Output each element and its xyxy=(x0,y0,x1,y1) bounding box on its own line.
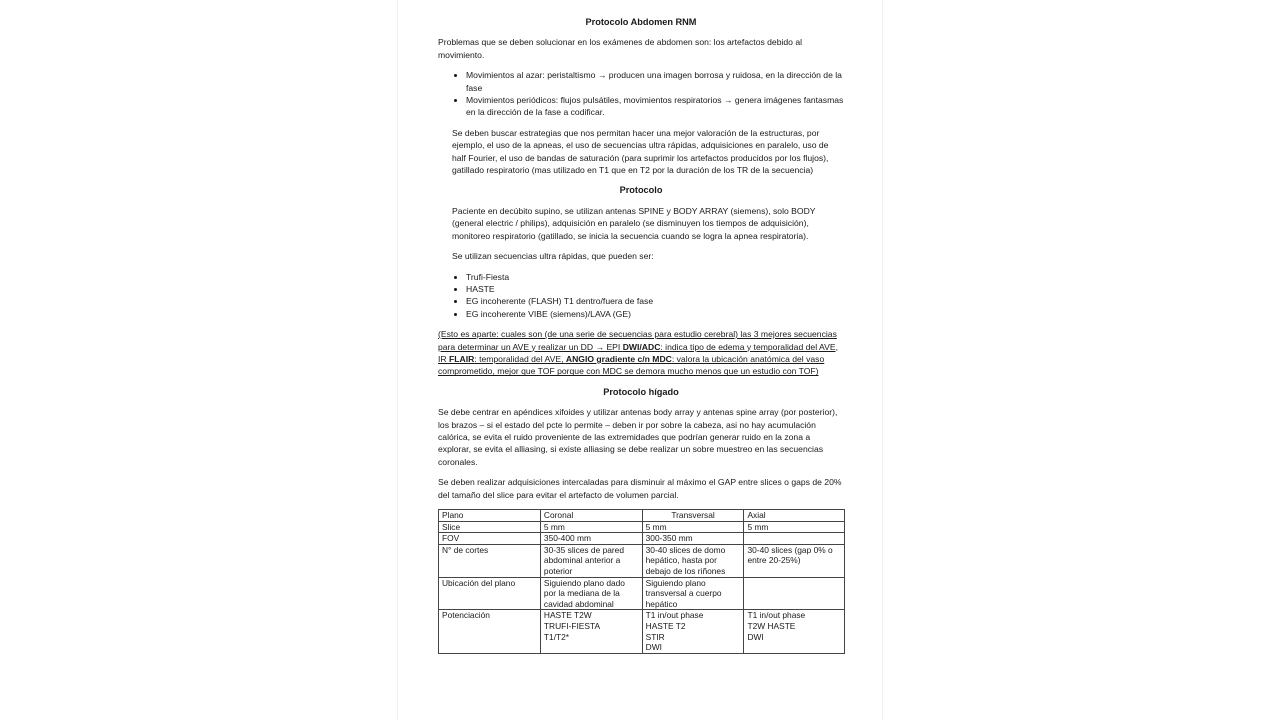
protocol-heading: Protocolo xyxy=(619,185,663,196)
note-text: : temporalidad del AVE, xyxy=(474,353,566,364)
document-page xyxy=(398,0,882,720)
table-cell: N° de cortes xyxy=(439,544,541,577)
list-item: • Movimientos periódicos: flujos pulsátiles, movimientos respiratorios → genera imágenes fantasmas en la dirección de la fase a codificar. xyxy=(466,94,844,119)
strategies-paragraph: Se deben buscar estrategias que nos permitan hacer una mejor valoración de la estructuras, por ejemplo, el uso de la apneas, el uso de secuencias ultra rápidas, adquisiciones en paralelo, uso de half Fourier, el uso de bandas de saturación (para suprimir los artefactos producidos por los flujos), gatillado respiratorio (mas utilizado en T1 que en T2 por la duración de los TR de la secuencia) xyxy=(452,127,829,176)
table-cell xyxy=(744,577,845,610)
liver-paragraph-2: Se deben realizar adquisiciones intercaladas para disminuir al máximo el GAP entre slices o gaps de 20% del tamaño del slice para evitar el artefacto de volumen parcial. xyxy=(438,477,842,500)
sequences-list xyxy=(438,271,844,321)
table-cell: Slice xyxy=(439,521,541,533)
table-cell: 350-400 mm xyxy=(540,533,642,545)
liver-protocol-table xyxy=(438,509,845,654)
table-header-cell: Axial xyxy=(744,510,845,522)
table-cell: FOV xyxy=(439,533,541,545)
table-cell: 300-350 mm xyxy=(642,533,744,545)
note-angio: ANGIO gradiente c/n MDC xyxy=(565,353,672,364)
table-row xyxy=(439,533,845,545)
liver-paragraph-1: Se debe centrar en apéndices xifoides y utilizar antenas body array y antenas spine array (por posterior), los brazos – si el estado del pcte lo permite – deben ir por sobre la cabeza, asi no hay acumulación calórica, se evita el ruido proveniente de las extremidades que podrían generar ruido en la zona a explorar, se evita el alliasing, si existe alliasing se debe realizar un sobre muestreo en las secuencias coronales. xyxy=(438,407,838,467)
note-text: : valora la ubicación anatómica del vaso comprometido, mejor que TOF porque con MDC se demora mucho menos que un estudio con TOF) xyxy=(438,353,825,377)
table-row xyxy=(439,577,845,610)
document-title: Protocolo Abdomen RNM xyxy=(585,17,697,27)
aside-note xyxy=(438,328,844,378)
table-cell: T1 in/out phase HASTE T2 STIR DWI xyxy=(642,610,744,653)
note-dwi: DWI/ADC xyxy=(622,341,661,352)
intro-paragraph: Problemas que se deben solucionar en los exámenes de abdomen son: los artefactos debido al movimiento. xyxy=(438,37,803,60)
table-header-row xyxy=(439,510,845,522)
table-cell: Siguiendo plano dado por la mediana de la cavidad abdominal xyxy=(540,577,642,610)
note-flair: FLAIR xyxy=(448,353,475,364)
table-header-cell: Plano xyxy=(439,510,541,522)
table-header-cell: Coronal xyxy=(540,510,642,522)
table-row xyxy=(439,521,845,533)
table-cell: Siguiendo plano transversal a cuerpo hepático xyxy=(642,577,744,610)
table-cell: 5 mm xyxy=(540,521,642,533)
table-cell: HASTE T2W TRUFI-FIESTA T1/T2* xyxy=(540,610,642,653)
table-cell: T1 in/out phase T2W HASTE DWI xyxy=(744,610,845,653)
table-cell: 30-40 slices de domo hepático, hasta por debajo de los riñones xyxy=(642,544,744,577)
table-cell: Potenciación xyxy=(439,610,541,653)
list-item: • Trufi-Fiesta xyxy=(466,271,844,283)
table-cell: Ubicación del plano xyxy=(439,577,541,610)
liver-heading: Protocolo hígado xyxy=(603,386,679,397)
list-item: • Movimientos al azar: peristaltismo → producen una imagen borrosa y ruidosa, en la dirección de la fase xyxy=(466,69,844,94)
list-item: • EG incoherente VIBE (siemens)/LAVA (GE) xyxy=(466,308,844,320)
patient-paragraph: Paciente en decúbito supino, se utilizan antenas SPINE y BODY ARRAY (siemens), solo BODY (general electric / philips), adquisición en paralelo (se disminuyen los tiempos de adquisición), monitoreo respiratorio (gatillado, se inicia la secuencia cuando se logra la apnea respiratoria). xyxy=(452,205,816,241)
note-text: (Esto es aparte: cuales son (de una serie de secuencias para estudio cerebral) las 3 mejores secuencias para determinar un AVE y realizar un DD → EPI xyxy=(438,329,837,352)
table-cell: 5 mm xyxy=(744,521,845,533)
table-header-cell: Transversal xyxy=(642,510,744,522)
document-content xyxy=(438,16,844,654)
movements-list xyxy=(438,69,844,119)
table-row xyxy=(439,544,845,577)
sequences-intro: Se utilizan secuencias ultra rápidas, que pueden ser: xyxy=(452,251,654,262)
table-cell: 30-35 slices de pared abdominal anterior a poterior xyxy=(540,544,642,577)
table-cell xyxy=(744,533,845,545)
table-cell: 5 mm xyxy=(642,521,744,533)
table-cell: 30-40 slices (gap 0% o entre 20-25%) xyxy=(744,544,845,577)
note-text: : indica tipo de edema y temporalidad del AVE, IR xyxy=(438,341,838,364)
list-item: • HASTE xyxy=(466,283,844,295)
table-row xyxy=(439,610,845,653)
list-item: • EG incoherente (FLASH) T1 dentro/fuera de fase xyxy=(466,295,844,307)
